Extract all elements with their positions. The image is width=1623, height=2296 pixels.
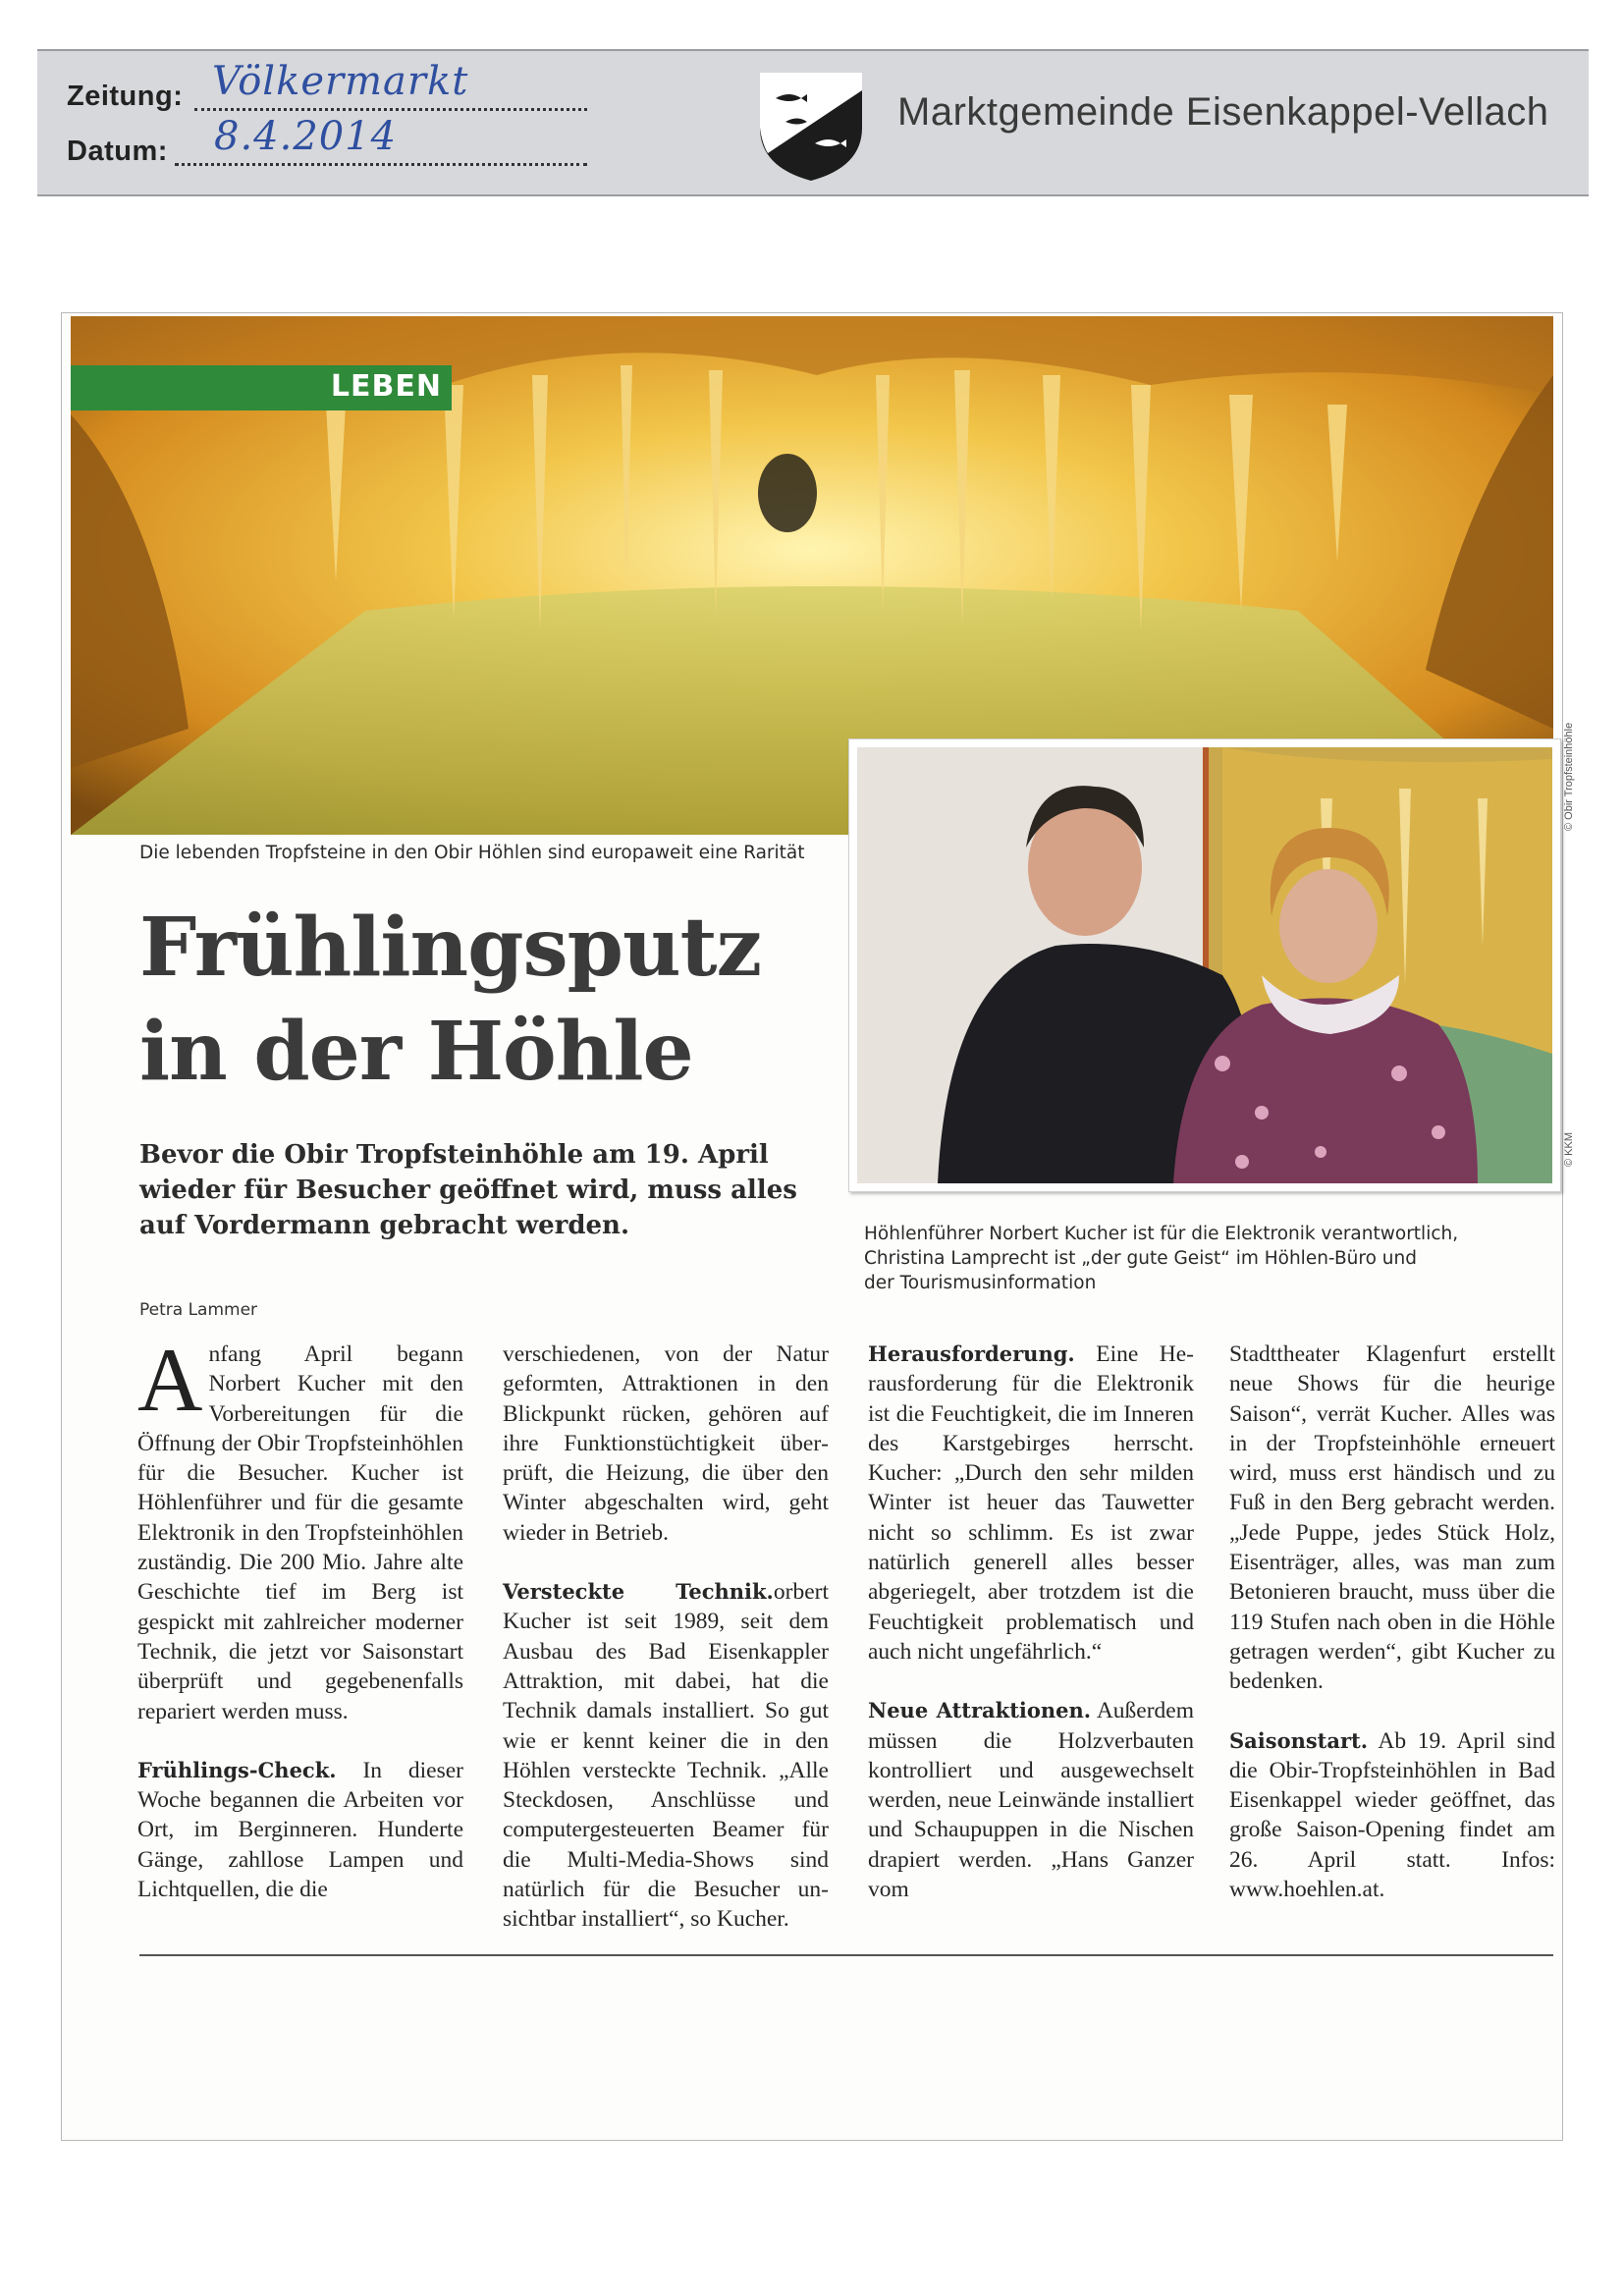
col3-paragraph-1: [868, 1339, 1194, 1667]
photo1-credit: © Obir Tropfsteinhöhle: [1563, 722, 1575, 831]
col4-paragraph-1: Stadttheater Klagenfurt erstellt neue Shows für die heurige Saison“, verrät Kucher. Alles was in der Tropfsteinhöhle erneuert wird, muss erst händisch und zu Fuß in den Berg gebracht werden. „Jede Puppe, jedes Stück Holz, Eisenträger, alles, was man zum Betonieren braucht, muss über die 119 Stufen nach oben in die Höhle getragen werden“, gibt Kucher zu bedenken.: [1229, 1341, 1555, 1695]
portrait-image: [849, 739, 1560, 1191]
col2-paragraph-2: [503, 1577, 829, 1935]
author-byline: Petra Lammer: [139, 1300, 258, 1320]
clipping-header: [37, 49, 1589, 196]
body-column-1: [137, 1330, 463, 1904]
organization-name: Marktgemeinde Eisenkappel-Vellach: [897, 90, 1549, 134]
lead-line-2: wieder für Besucher geöffnet wird, muss alles: [139, 1175, 797, 1205]
section-tag-label: LEBEN: [330, 369, 442, 404]
headline-line-1: Frühlingsputz: [139, 901, 762, 995]
col4-text-2: Ab 19. April sind die Obir-Tropfsteinhöhlen in Bad Eisenkappel wieder geöffnet, das große Saison-Opening findet am 26. April statt. Infos: www.hoehlen.at.: [1229, 1727, 1555, 1903]
col1-text-1: nfang April begann Norbert Kucher mit den Vorbereitungen für die Öffnung der Obir Tropfsteinhöhlen für die Besucher. Kucher ist Höhlenführer und für die gesamte Elektronik in den Tropfsteinhöhlen zuständig. Die 200 Mio. Jahre alte Geschichte tief im Berg ist gespickt mit zahlreicher moderner Technik, die jetzt vor Saisonstart überprüft und gegebenenfalls repariert werden muss.: [137, 1341, 463, 1724]
zeitung-label: Zeitung:: [67, 81, 184, 112]
subhead-versteckte-technik: Versteckte Technik.: [503, 1579, 774, 1605]
body-column-4: [1229, 1339, 1555, 1904]
lead-line-1: Bevor die Obir Tropfsteinhöhle am 19. April: [139, 1140, 769, 1170]
col3-text-1: Eine Herausforderung für die Elektronik ist die Feuchtigkeit, die im Inneren des Karstgebirges herrscht. Kucher: „Durch den sehr milden Winter ist heuer das Tauwetter nicht so schlimm. Es ist zwar natürlich generell alles besser abgeriegelt, aber trotzdem ist die Feuchtigkeit problematisch und auch nicht ungefährlich.“: [868, 1341, 1194, 1665]
datum-label: Datum:: [67, 136, 168, 167]
col2-text-2: orbert Kucher ist seit 1989, seit dem Ausbau des Bad Eisenkappler Attraktion, mit dabei, hat die Technik damals installiert. So gut wie er kennt keiner die in den Höhlen versteckte Technik. „Alle Steckdosen, Anschlüsse und computergesteuerten Beamer für die Multi-Media-Shows sind natürlich für die Besucher unsichtbar installiert“, so Kucher.: [503, 1579, 829, 1933]
headline: [139, 896, 846, 1104]
people-photo: [848, 738, 1561, 1192]
photo2-caption: [864, 1222, 1458, 1295]
body-column-3: [868, 1339, 1194, 1904]
col4-paragraph-2: [1229, 1726, 1555, 1905]
coat-of-arms-icon: [756, 69, 866, 183]
headline-line-2: in der Höhle: [139, 1005, 693, 1099]
datum-dotted-line: [175, 163, 587, 166]
zeitung-value: Völkermarkt: [212, 59, 469, 104]
photo1-caption: Die lebenden Tropfsteine in den Obir Höhlen sind europaweit eine Rarität: [139, 843, 805, 863]
col1-paragraph-2: [137, 1756, 463, 1904]
lead-line-3: auf Vordermann gebracht werden.: [139, 1211, 629, 1240]
body-column-2: [503, 1339, 829, 1935]
subhead-saisonstart: Saisonstart.: [1229, 1727, 1369, 1753]
datum-value: 8.4.2014: [214, 114, 398, 159]
zeitung-dotted-line: [194, 108, 587, 111]
subhead-fruehlings-check: Frühlings-Check.: [137, 1757, 337, 1782]
subhead-neue-attraktionen: Neue Attraktionen.: [868, 1698, 1092, 1723]
bottom-rule: [139, 1954, 1553, 1956]
col3-paragraph-2: [868, 1696, 1194, 1904]
drop-cap: A: [137, 1330, 203, 1430]
col3-text-2: Außerdem müssen die Holzverbauten kontrolliert und ausgewechselt werden, neue Leinwände installiert und Schaupuppen in die Nischen drapiert werden. „Hans Ganzer vom: [868, 1698, 1195, 1903]
lead-paragraph: [139, 1137, 846, 1243]
photo2-caption-line-2: Christina Lamprecht ist „der gute Geist“ im Höhlen-Büro und: [864, 1248, 1417, 1269]
col2-paragraph-1: verschiedenen, von der Natur geformten, Attraktionen in den Blickpunkt rücken, gehören auf ihre Funktionstüchtigkeit überprüft, die Heizung, die über den Winter abgeschalten wird, geht wieder in Betrieb.: [503, 1341, 829, 1546]
section-tag: [71, 365, 452, 410]
photo2-caption-line-1: Höhlenführer Norbert Kucher ist für die Elektronik verantwortlich,: [864, 1224, 1459, 1244]
photo2-credit: © KKM: [1563, 1132, 1575, 1167]
photo2-caption-line-3: der Tourismusinformation: [864, 1273, 1097, 1293]
col1-text-2: In dieser Woche begannen die Arbeiten vor Ort, im Berginneren. Hunderte Gänge, zahllose Lampen und Lichtquellen, die die: [137, 1757, 463, 1903]
subhead-herausforderung: Herausforderung.: [868, 1341, 1075, 1366]
col1-paragraph-1: [137, 1330, 463, 1726]
